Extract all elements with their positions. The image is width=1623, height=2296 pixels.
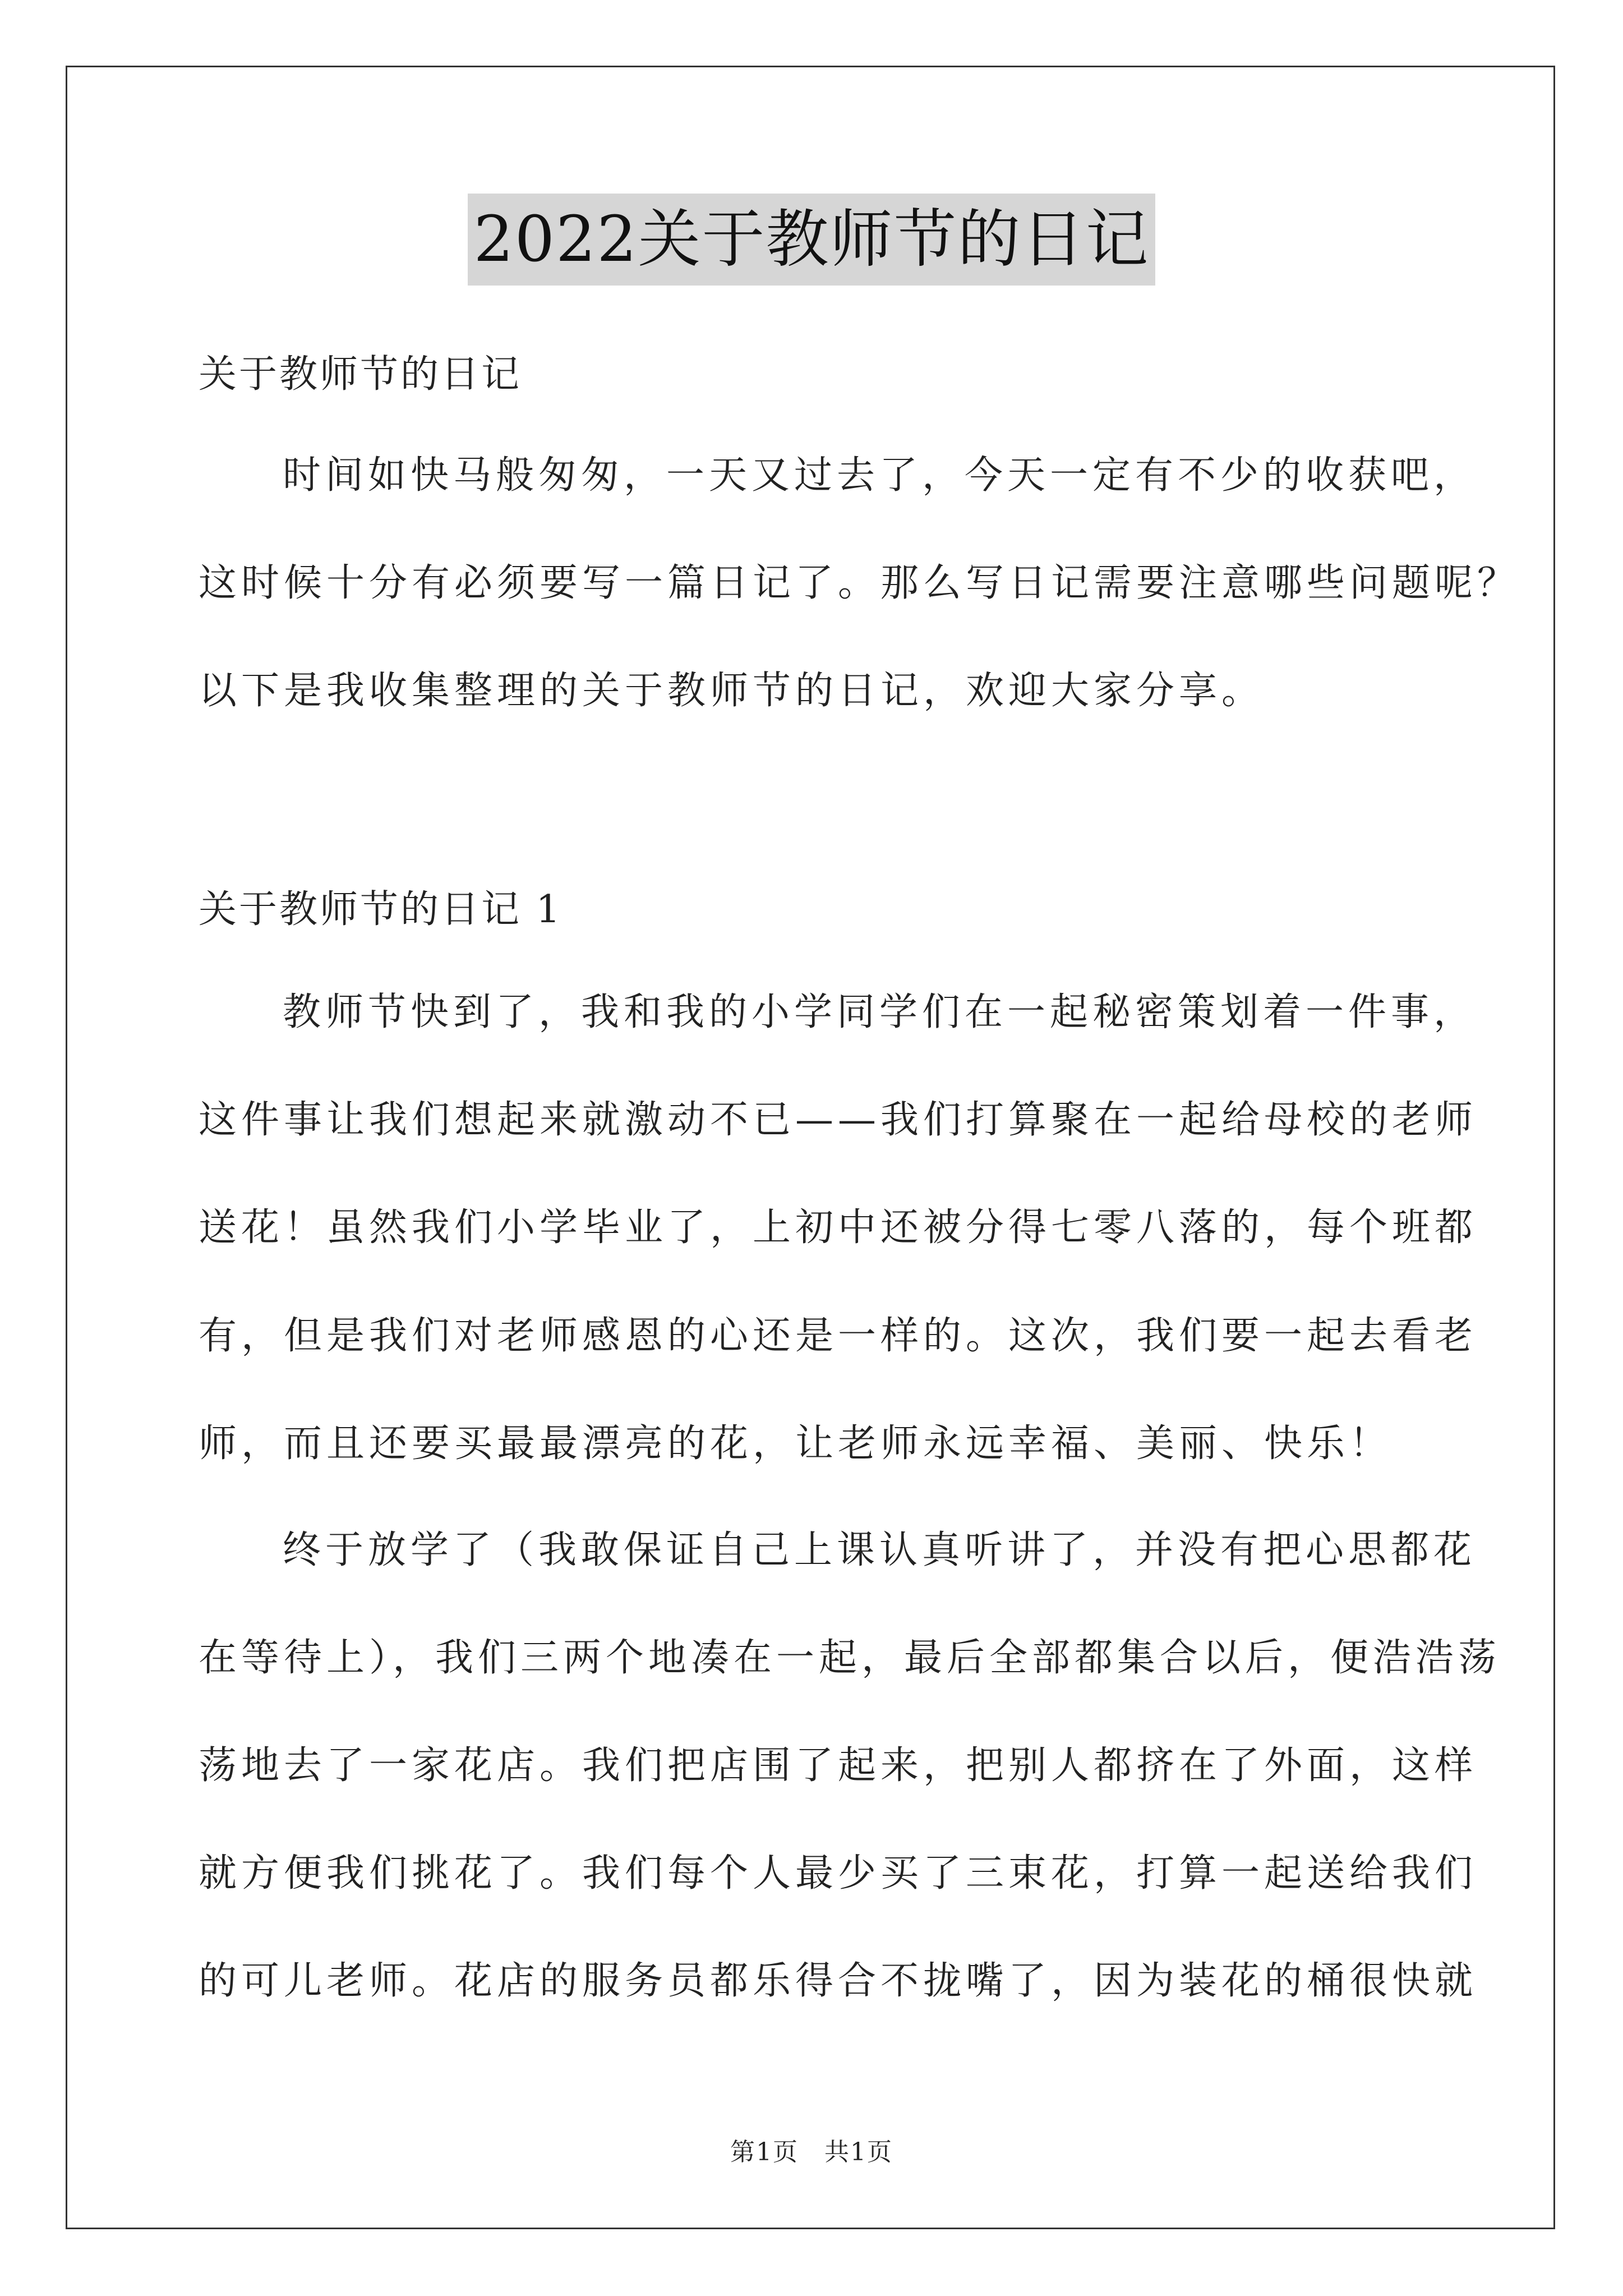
intro-line-3: 以下是我收集整理的关于教师节的日记，欢迎大家分享。: [199, 669, 1265, 713]
para2-line-5: 的可儿老师。花店的服务员都乐得合不拢嘴了，因为装花的桶很快就: [199, 1959, 1478, 2003]
intro-line-2: 这时候十分有必须要写一篇日记了。那么写日记需要注意哪些问题呢？: [199, 561, 1520, 605]
document-title: 2022关于教师节的日记: [468, 194, 1155, 286]
para2-line-4: 就方便我们挑花了。我们每个人最少买了三束花，打算一起送给我们: [199, 1851, 1478, 1895]
para1-line-2: 这件事让我们想起来就激动不已——我们打算聚在一起给母校的老师: [199, 1098, 1478, 1142]
section-heading: 关于教师节的日记 1: [199, 887, 562, 932]
para1-line-4: 有，但是我们对老师感恩的心还是一样的。这次，我们要一起去看老: [199, 1314, 1478, 1358]
para1-line-5: 师，而且还要买最最漂亮的花，让老师永远幸福、美丽、快乐！: [199, 1421, 1393, 1466]
para1-line-1: 教师节快到了，我和我的小学同学们在一起秘密策划着一件事，: [283, 990, 1477, 1034]
para2-line-3: 荡地去了一家花店。我们把店围了起来，把别人都挤在了外面，这样: [199, 1743, 1478, 1788]
title-container: [0, 194, 1623, 286]
para2-line-2: 在等待上），我们三两个地凑在一起，最后全部都集合以后，便浩浩荡: [199, 1636, 1501, 1680]
para2-line-1: 终于放学了（我敢保证自己上课认真听讲了，并没有把心思都花: [283, 1528, 1477, 1572]
para1-line-3: 送花！虽然我们小学毕业了，上初中还被分得七零八落的，每个班都: [199, 1205, 1478, 1250]
intro-line-1: 时间如快马般匆匆，一天又过去了，今天一定有不少的收获吧，: [283, 453, 1477, 498]
page-footer: 第1页 共1页: [730, 2138, 893, 2166]
intro-heading: 关于教师节的日记: [199, 352, 522, 397]
